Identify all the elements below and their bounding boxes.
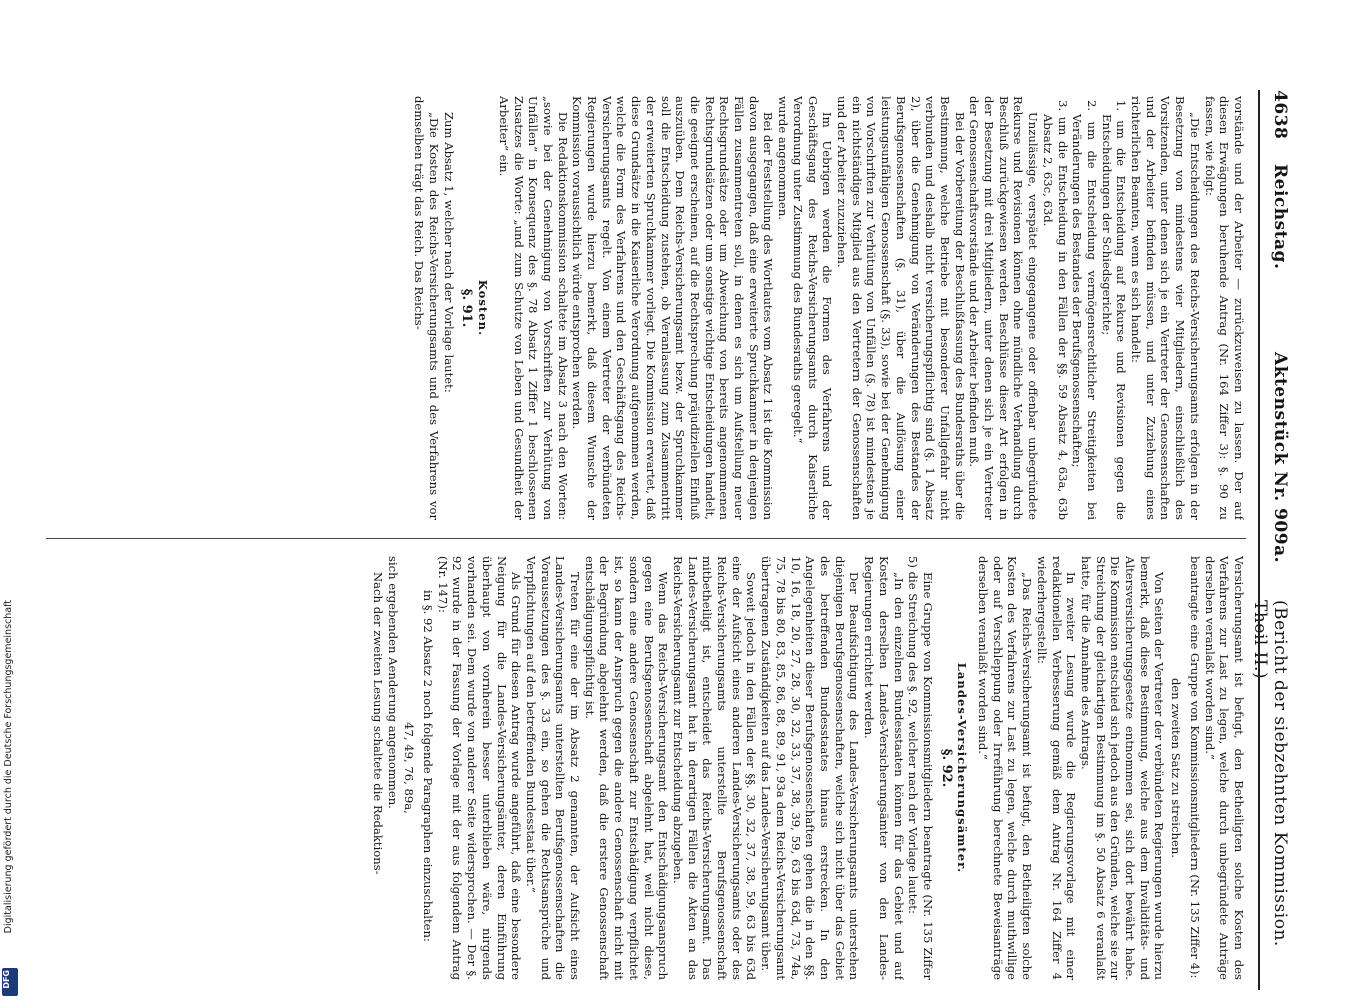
right-column bbox=[16, 556, 1246, 980]
paragraph: „Das Reichs-Versicherungsamt ist befugt, den Betheiligten solche Kosten des Verfahrens zur Last zu legen, welche durch muthwillige oder auf Verschleppung oder Irreführung berechnete Beweisanträge derselben veranlaßt worden sind.“ bbox=[976, 556, 1035, 980]
paragraph: den zweiten Satz zu streichen. bbox=[1169, 678, 1184, 858]
paragraph: vorstände und der Arbeiter — zurückzuweisen zu lassen. Der auf diesen Erwägungen beruhende Antrag (Nr. 164 Ziffer 3): §. 90 zu fassen, wie folgt: bbox=[1202, 96, 1246, 520]
paragraph: Soweit jedoch in den Fällen der §§. 30, 32, 37, 38, 59, 63 bis 63d eine der Aufsicht eines anderen Landes-Versicherungsamts oder des Reichs-Versicherungsamts unterstellte Berufsgenossenschaft mitbetheiligt ist, entscheidet das Reichs-Versicherungsamt. Das Landes-Versicherungsamt hat in derartigen Fällen die Akten an das Reichs-Versicherungsamt zur Entscheidung abzugeben. bbox=[670, 556, 759, 980]
paragraph: Bei der Vorbereitung der Beschlußfassung des Bundesraths über die Bestimmung, welche Betriebe mit besonderer Unfallgefahr nicht verbunden und deshalb nicht versicherungspflichtig sind (§. 1 Absatz 2), über die Genehmigung von Veränderungen des Bestandes der Berufsgenossenschaften (§. 31), über die Auflösung einer leistungsunfähigen Genossenschaft (§. 33), sowie bei der Genehmigung von Vorschriften zur Verhütung von Unfällen (§. 78) ist mindestens je ein nichtständiges Mitglied aus den Vertretern der Genossenschaften und der Arbeiter zuzuziehen. bbox=[835, 96, 967, 520]
paragraph: Im Uebrigen werden die Formen des Verfahrens und der Geschäftsgang des Reichs-Versicherungsamts durch Kaiserliche Verordnung unter Zustimmung des Bundesraths geregelt.“ bbox=[790, 96, 835, 520]
paragraph: wurde angenommen. bbox=[776, 96, 791, 221]
paragraph-number: §. 91. bbox=[459, 288, 475, 328]
paragraph: sich ergebenden Aenderung angenommen. bbox=[385, 556, 400, 809]
paragraph: beantragte eine Gruppe von Kommissionsmitgliedern (Nr. 135 Ziffer 4): bbox=[1187, 556, 1202, 979]
paragraph: Eine Gruppe von Kommissionsmitgliedern beantragte (Nr. 135 Ziffer 5) die Streichung des §. 92, welcher nach der Vorlage lautet: bbox=[906, 556, 935, 980]
paragraph: Bei der Feststellung des Wortlautes vom Absatz 1 ist die Kommission davon ausgegangen, daß eine erweiterte Spruchkammer in denjenigen Fällen zusammentreten soll, in denen es sich um Aufstellung neuer Rechtsgrundsätze oder um Abweichung von bereits angenommenen Rechtsgrundsätzen oder um sonstige wichtige Entscheidungen handelt, die geeignet erscheinen, auf die Rechtsprechung präjudiziellen Einfluß auszuüben. Dem Reichs-Versicherungsamt bezw. der Spruchkammer soll die Entscheidung zustehen, ob Veranlassung zum Zusammentritt der erweiterten Spruchkammer vorliegt. Die Kommission erwartet, daß diese Grundsätze in die Kaiserliche Verordnung aufgenommen werden, welche die Form des Verfahrens und den Geschäftsgang des Reichs-Versicherungsamts regelt. Von einem Vertreter der verbündeten Regierungen wurde hierzu bemerkt, daß diesem Wunsche der Kommission voraussichtlich würde entsprochen werden. bbox=[570, 96, 776, 520]
section-heading: Landes-Versicherungsämter. bbox=[955, 662, 970, 874]
paragraph: Treten für eine der im Absatz 2 genannten, der Aufsicht eines Landes-Versicherungsamts unterstellten Berufsgenossenschaften die Voraussetzungen des §. 33 ein, so gehen die Rechtsansprüche und Verpflichtungen auf den betreffenden Bundesstaat über.“ bbox=[523, 556, 583, 980]
paragraph: Unzulässige, verspätet eingegangene oder offenbar unbegründete Rekurse und Revisionen können ohne mündliche Verhandlung durch Beschluß zurückgewiesen werden. Beschlüsse dieser Art erfolgen in der Besetzung mit drei Mitgliedern, unter denen sich je ein Vertreter der Genossenschaftsvorstände und der Arbeiter befinden muß. bbox=[967, 96, 1041, 520]
paragraph: Von Seiten der Vertreter der verbündeten Regierungen wurde hierzu bemerkt, daß diese Bestimmung, welche aus dem Invaliditäts- und Altersversicherungsgesetze entnommen sei, sich dort bewährt habe. Die Kommission entschied sich jedoch aus den Gründen, welche sie zur Streichung der gleichartigen Bestimmung im §. 50 Absatz 6 veranlaßt hatte, für die Annahme des Antrags. bbox=[1078, 556, 1167, 980]
paragraph: 47, 49, 76, 89a, bbox=[402, 722, 417, 814]
paragraph: in §. 92 Absatz 2 noch folgende Paragraphen einzuschalten: bbox=[421, 590, 436, 942]
paragraph: „Die Entscheidungen des Reichs-Versicherungsamts erfolgen in der Besetzung von mindestens vier Mitgliedern, einschließlich des Vorsitzenden, unter denen sich je ein Vertreter der Genossenschaften und der Arbeiter befinden müssen, und unter Zuziehung eines richterlichen Beamten, wenn es sich handelt: bbox=[1129, 96, 1202, 520]
paragraph: Die Redaktionskommission schaltete im Absatz 3 nach den Worten: „sowie bei der Genehmigung von Vorschriften zur Verhütung von Unfällen“ in Konsequenz des §. 78 Absatz 1 Ziffer 1 beschlossenen Zusatzes die Worte: „und zum Schutze von Leben und Gesundheit der Arbeiter“ ein. bbox=[496, 96, 570, 520]
paragraph-number: §. 92. bbox=[938, 748, 954, 788]
list-item: 2. um die Entscheidung vermögensrechtlicher Streitigkeiten bei Veränderungen des Bestandes der Berufsgenossenschaften; bbox=[1070, 100, 1099, 520]
paragraph: In zweiter Lesung wurde die Regierungsvorlage mit einer redaktionellen Verbesserung gemäß dem Antrag Nr. 164 Ziffer 4 wiederhergestellt: bbox=[1034, 556, 1079, 980]
column-divider bbox=[46, 538, 1246, 539]
header-rule bbox=[1258, 90, 1260, 990]
paragraph: „Die Kosten des Reichs-Versicherungsamts und des Verfahrens vor demselben trägt das Reich. Das Reichs- bbox=[412, 96, 442, 520]
list-item: 3. um die Entscheidung in den Fällen der §§. 59 Absatz 4, 63a, 63b Absatz 2, 63c, 63d. bbox=[1040, 100, 1070, 520]
list-item: 1. um die Entscheidung auf Rekurse und Revisionen gegen die Entscheidungen der Schiedsgerichte; bbox=[1099, 100, 1129, 520]
paragraph: Zum Absatz 1, welcher nach der Vorlage lautet: bbox=[441, 112, 456, 393]
page-number: 4638 bbox=[1270, 90, 1290, 140]
dfg-logo: DFG bbox=[2, 968, 18, 996]
paragraph: Als Grund für diesen Antrag wurde angeführt, daß eine besondere Neigung für die Landes-Versicherungsämter, deren Einführung überhaupt von vornherein besser unterblieben wäre, nirgends vorhanden sei. Dem wurde von anderer Seite widersprochen. — Der §. 92 wurde in der Fassung der Vorlage mit der aus folgendem Antrag (Nr. 147): bbox=[435, 556, 524, 980]
paragraph: Versicherungsamt ist befugt, den Betheiligten solche Kosten des Verfahrens zur Last zu legen, welche durch unbegründete Anträge derselben veranlaßt worden sind.“ bbox=[1202, 556, 1246, 980]
paragraph: „In den einzelnen Bundesstaaten können für das Gebiet und auf Kosten derselben Landes-Versicherungsämter von den Landes-Regierungen errichtet werden. bbox=[862, 556, 906, 980]
header-left-title: Reichstag. bbox=[1270, 164, 1290, 270]
page bbox=[10, 90, 1290, 990]
header-right-title: (Bericht der siebzehnten Kommission. Theil II.) bbox=[1250, 600, 1290, 947]
credit-text: Digitalisierung gefördert durch die Deutsche Forschungsgemeinschaft bbox=[3, 600, 14, 934]
header-center-title: Aktenstück Nr. 909a. bbox=[1270, 352, 1290, 564]
paragraph: Der Beaufsichtigung des Landes-Versicherungsamts unterstehen diejenigen Berufsgenossenschaften, welche sich nicht über das Gebiet des betreffenden Bundesstaates hinaus erstrecken. In den Angelegenheiten dieser Berufsgenossenschaften gehen die in den §§. 10, 16, 18, 20, 27, 28, 30, 32, 33, 37, 38, 39, 59, 63 bis 63d, 73, 74a, 75, 78 bis 80, 83, 85, 86, 88, 89, 91, 93a dem Reichs-Versicherungsamt übertragenen Zuständigkeiten auf das Landes-Versicherungsamt über. bbox=[759, 556, 862, 980]
left-column bbox=[16, 96, 1246, 520]
section-heading: Kosten. bbox=[476, 279, 491, 337]
page-header bbox=[1250, 90, 1290, 990]
paragraph: Nach der zweiten Lesung schaltete die Redaktions- bbox=[370, 572, 385, 875]
paragraph: Wenn das Reichs-Versicherungsamt den Entschädigungsanspruch gegen eine Berufsgenossenschaft abgelehnt hat, weil nicht diese, sondern eine andere Genossenschaft zur Entschädigung verpflichtet ist, so kann der Anspruch gegen die andere Genossenschaft nicht mit der Begründung abgelehnt werden, daß die erstere Genossenschaft entschädigungspflichtig ist. bbox=[582, 556, 671, 980]
